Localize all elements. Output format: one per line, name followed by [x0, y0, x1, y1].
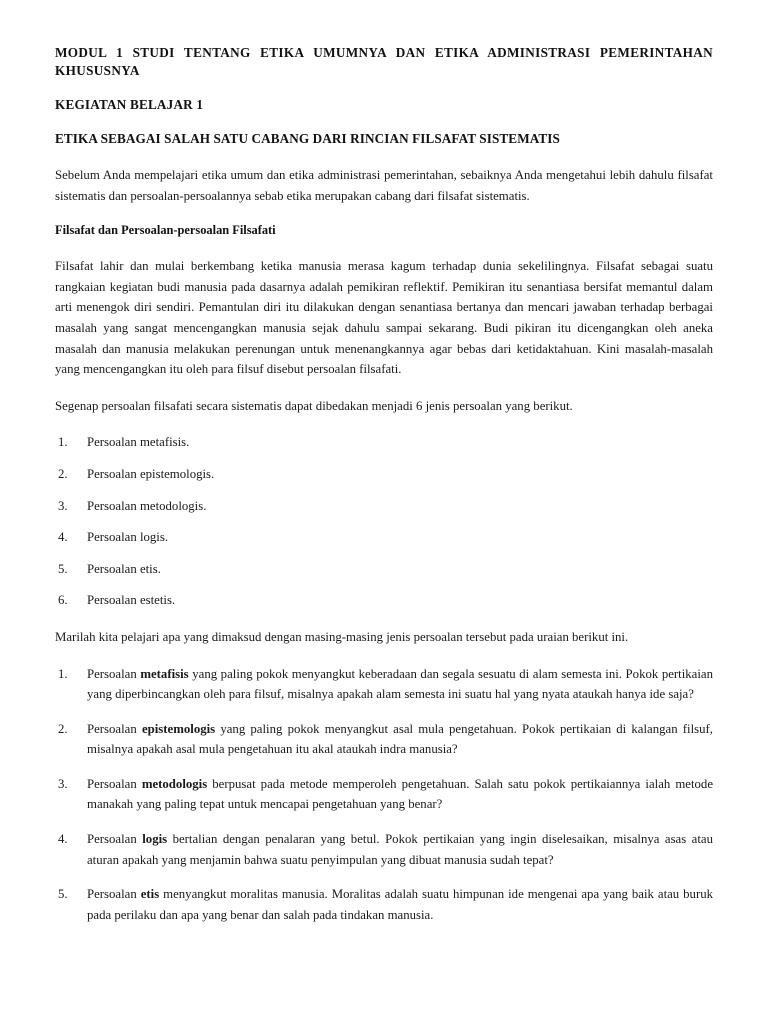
list-item [55, 432, 713, 453]
list-item-label: Persoalan logis. [87, 530, 169, 545]
list-item-number: 2. [58, 466, 68, 481]
persoalan-detail-list [55, 664, 713, 926]
list-item [55, 527, 713, 548]
detail-item-suffix: yang paling pokok menyangkut keberadaan dan segala sesuatu di alam semesta ini. Pokok pertikaian yang diperbincangkan oleh para filsuf, misalnya apakah alam semesta ini suatu hal yang nyata ataukah hanya ide saja? [87, 666, 713, 702]
persoalan-types-list [55, 432, 713, 611]
sub-heading: Filsafat dan Persoalan-persoalan Filsafati [55, 223, 276, 238]
detail-list-item [55, 829, 713, 870]
detail-item-term: metafisis [140, 666, 189, 681]
detail-item-prefix: Persoalan [87, 776, 142, 791]
list-item-label: Persoalan metodologis. [87, 498, 207, 513]
list-item-number: 1. [58, 435, 68, 450]
detail-item-suffix: bertalian dengan penalaran yang betul. Pokok pertikaian yang ingin diselesaikan, misalnya asas atau aturan apakah yang menjamin bahwa suatu penyimpulan yang dibuat manusia sudah tepat? [87, 832, 713, 867]
list-item-label: Persoalan epistemologis. [87, 466, 215, 481]
detail-item-prefix: Persoalan [87, 721, 142, 736]
philosophy-paragraph: Filsafat lahir dan mulai berkembang ketika manusia merasa kagum terhadap dunia sekelilingnya. Filsafat sebagai suatu rangkaian kegiatan budi manusia pada dasarnya adalah pemikiran reflektif. Pemikiran itu senantiasa bersifat memantul dalam arti menengok diri sendiri. Pemantulan diri itu dilakukan dengan senantiasa bertanya dan mencari jawaban terhadap berbagai masalah yang sangat mencengangkan manusia sejak dahulu sampai sekarang. Budi pikiran itu dicengangkan oleh aneka masalah dan manusia melakukan perenungan untuk menenangkannya agar bebas dari ketidaktahuan. Kini masalah-masalah yang mencengangkan itu oleh para filsuf disebut persoalan filsafati. [55, 259, 713, 377]
detail-item-term: etis [140, 887, 160, 902]
detail-item-number: 2. [58, 721, 68, 736]
detail-item-number: 1. [58, 666, 68, 681]
detail-item-term: logis [142, 832, 168, 847]
section-title: ETIKA SEBAGAI SALAH SATU CABANG DARI RINCIAN FILSAFAT SISTEMATIS [55, 130, 560, 146]
detail-list-item [55, 664, 713, 705]
module-title: MODUL 1 STUDI TENTANG ETIKA UMUMNYA DAN ETIKA ADMINISTRASI PEMERINTAHAN KHUSUSNYA [55, 45, 713, 78]
detail-item-term: metodologis [141, 776, 208, 791]
detail-item-prefix: Persoalan [87, 832, 143, 847]
detail-list-item [55, 884, 713, 925]
list-item-number: 5. [58, 561, 68, 576]
list-item [55, 464, 713, 485]
detail-item-suffix: berpusat pada metode memperoleh pengetahuan. Salah satu pokok pertikaiannya ialah metode manakah yang paling tepat untuk mencapai pengetahuan yang benar? [87, 776, 714, 812]
activity-title: KEGIATAN BELAJAR 1 [55, 97, 204, 112]
detail-item-number: 4. [58, 832, 68, 847]
detail-item-prefix: Persoalan [87, 666, 141, 681]
list-item-number: 3. [58, 498, 68, 513]
detail-item-number: 3. [58, 776, 68, 791]
detail-list-item [55, 719, 713, 760]
list-item [55, 590, 713, 611]
detail-item-suffix: menyangkut moralitas manusia. Moralitas adalah suatu himpunan ide mengenai apa yang baik atau buruk pada perilaku dan apa yang benar dan salah pada tindakan manusia. [87, 887, 713, 922]
detail-item-number: 5. [58, 887, 68, 902]
list-item-label: Persoalan metafisis. [87, 435, 190, 450]
list-item [55, 496, 713, 517]
list-item-label: Persoalan etis. [87, 561, 161, 576]
detail-item-term: epistemologis [141, 721, 216, 736]
detail-item-prefix: Persoalan [87, 887, 141, 902]
list-item [55, 559, 713, 580]
list-item-number: 4. [58, 530, 68, 545]
document-body [55, 44, 713, 925]
list-intro-paragraph: Segenap persoalan filsafati secara sistematis dapat dibedakan menjadi 6 jenis persoalan yang berikut. [55, 398, 573, 413]
intro-paragraph: Sebelum Anda mempelajari etika umum dan etika administrasi pemerintahan, sebaiknya Anda mengetahui lebih dahulu filsafat sistematis dan persoalan-persoalannya sebab etika merupakan cabang dari filsafat sistematis. [55, 168, 713, 203]
detail-item-suffix: yang paling pokok menyangkut asal mula pengetahuan. Pokok pertikaian di kalangan filsuf, misalnya apakah asal mula pengetahuan itu akal ataukah indra manusia? [87, 721, 713, 757]
detail-list-item [55, 774, 713, 815]
detail-intro-paragraph: Marilah kita pelajari apa yang dimaksud dengan masing-masing jenis persoalan tersebut pada uraian berikut ini. [55, 629, 629, 644]
list-item-label: Persoalan estetis. [87, 593, 176, 608]
list-item-number: 6. [58, 593, 68, 608]
